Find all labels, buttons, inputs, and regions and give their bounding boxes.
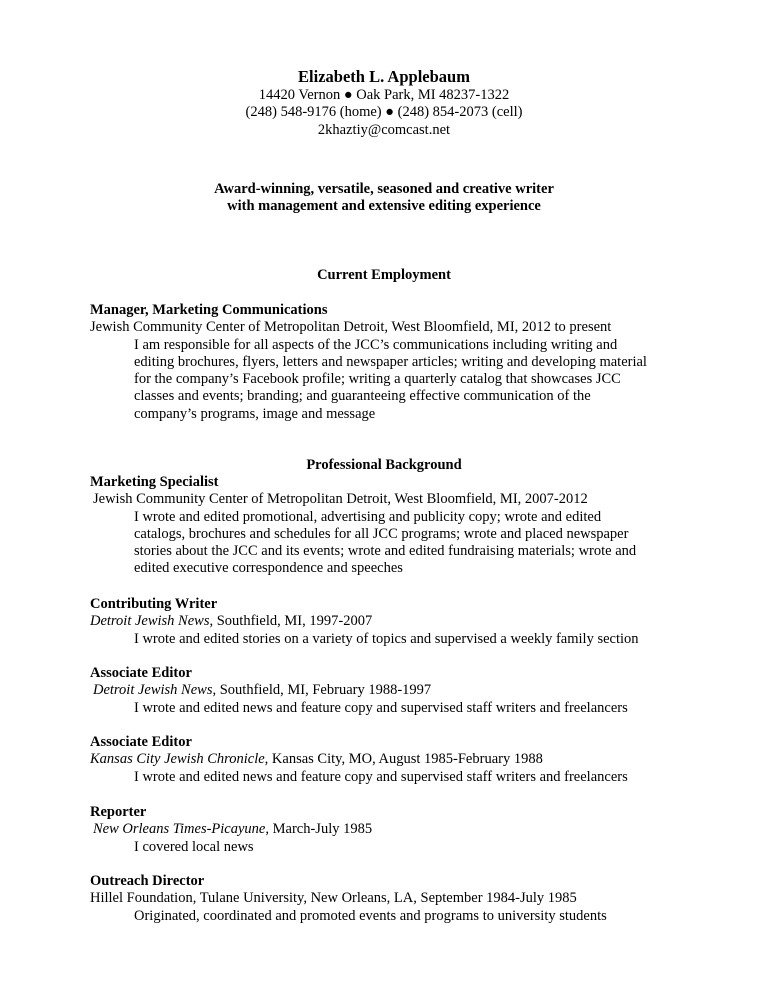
job-title: Associate Editor (90, 665, 192, 681)
job-org (90, 613, 690, 630)
job-details: Kansas City, MO, August 1985-February 1988 (268, 751, 543, 768)
desc-line: stories about the JCC and its events; wrote and edited fundraising materials; wrote and (134, 543, 637, 560)
job-org (90, 821, 690, 838)
desc-line: I am responsible for all aspects of the JCC’s communications including writing and (134, 336, 618, 353)
job-publication: Detroit Jewish News (93, 682, 213, 699)
job-details: March-July 1985 (269, 821, 373, 838)
tagline-line-1: Award-winning, versatile, seasoned and creative writer (214, 181, 554, 197)
job-publication: New Orleans Times-Picayune, (93, 821, 269, 838)
email-line: 2khaztiy@comcast.net (317, 121, 451, 138)
job-org (90, 682, 690, 699)
job-details: , Southfield, MI, 1997-2007 (209, 613, 373, 630)
candidate-name: Elizabeth L. Applebaum (298, 67, 470, 86)
job-entry (90, 734, 690, 786)
job-org: Jewish Community Center of Metropolitan Detroit, West Bloomfield, MI, 2012 to present (90, 319, 612, 336)
job-details: , Southfield, MI, February 1988-1997 (212, 682, 432, 699)
job-entry (90, 474, 690, 578)
job-title: Contributing Writer (90, 596, 218, 612)
job-entry (90, 665, 690, 717)
job-org (90, 890, 690, 907)
job-details: Hillel Foundation, Tulane University, New Orleans, LA, September 1984-July 1985 (90, 890, 577, 907)
desc-line: I covered local news (134, 838, 254, 855)
job-title: Marketing Specialist (90, 474, 219, 490)
tagline-line-2: with management and extensive editing experience (227, 198, 541, 215)
desc-line: I wrote and edited news and feature copy and supervised staff writers and freelancers (134, 768, 628, 785)
job-title: Associate Editor (90, 734, 192, 750)
desc-line: I wrote and edited news and feature copy and supervised staff writers and freelancers (134, 699, 628, 716)
desc-line: classes and events; branding; and guaranteeing effective communication of the (134, 388, 591, 405)
desc-line: catalogs, brochures and schedules for all JCC programs; wrote and placed newspaper (134, 525, 629, 542)
contact-header (0, 67, 768, 139)
job-entry (90, 873, 690, 925)
desc-line: editing brochures, flyers, letters and newspaper articles; writing and developing material (134, 353, 647, 370)
desc-line: Originated, coordinated and promoted events and programs to university students (134, 907, 607, 924)
job-title: Manager, Marketing Communications (90, 302, 328, 318)
desc-line: I wrote and edited stories on a variety of topics and supervised a weekly family section (134, 630, 639, 647)
job-title: Reporter (90, 804, 147, 820)
desc-line: I wrote and edited promotional, advertising and publicity copy; wrote and edited (134, 508, 602, 525)
current-employment-heading: Current Employment (317, 267, 451, 283)
phone-line: (248) 548-9176 (home) ● (248) 854-2073 (cell) (245, 104, 523, 121)
job-details: Jewish Community Center of Metropolitan Detroit, West Bloomfield, MI, 2007-2012 (93, 491, 588, 508)
job-org (90, 491, 690, 508)
current-job (90, 302, 690, 423)
job-entry (90, 596, 690, 648)
job-title: Outreach Director (90, 873, 205, 889)
job-publication: Kansas City Jewish Chronicle, (90, 751, 269, 768)
job-description (90, 337, 690, 423)
job-description (90, 509, 690, 578)
job-description (90, 769, 690, 786)
job-description (90, 631, 690, 648)
job-description (90, 908, 690, 925)
job-entry (90, 804, 690, 856)
job-description (90, 839, 690, 856)
desc-line: edited executive correspondence and speeches (134, 560, 403, 577)
job-org (90, 751, 690, 768)
address-line: 14420 Vernon ● Oak Park, MI 48237-1322 (258, 87, 510, 103)
job-publication: Detroit Jewish News (90, 613, 210, 630)
tagline (0, 181, 768, 216)
professional-background-heading: Professional Background (306, 457, 462, 473)
job-description (90, 700, 690, 717)
desc-line: for the company’s Facebook profile; writing a quarterly catalog that showcases JCC (134, 371, 621, 388)
desc-line: company’s programs, image and message (134, 405, 376, 422)
